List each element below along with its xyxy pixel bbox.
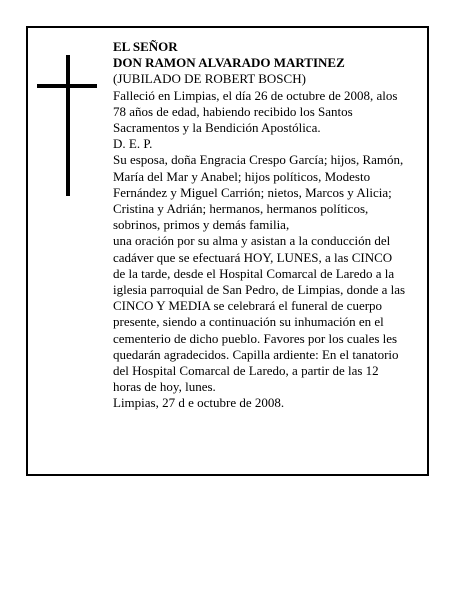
body-line: horas de hoy, lunes.: [113, 379, 216, 395]
body-line: sobrinos, primos y demás familia,: [113, 217, 290, 233]
body-line: María del Mar y Anabel; hijos políticos, Modesto: [113, 168, 371, 184]
body-line: del Hospital Comarcal de Laredo, a partir de las 12: [113, 363, 379, 379]
notice-title: EL SEÑOR: [113, 39, 178, 54]
body-line: cadáver que se efectuará HOY, LUNES, a las CINCO: [113, 249, 393, 265]
body-line: Su esposa, doña Engracia Crespo García; hijos, Ramón,: [113, 152, 404, 168]
cross-horizontal-bar: [37, 84, 97, 88]
body-line: D. E. P.: [113, 136, 153, 152]
body-line: Sacramentos y la Bendición Apostólica.: [113, 120, 321, 136]
body-line: Cristina y Adrián; hermanos, hermanos políticos,: [113, 201, 369, 217]
body-line: Falleció en Limpias, el día 26 de octubre de 2008, alos: [113, 87, 398, 103]
obituary-text: [113, 39, 423, 412]
cross-icon: [37, 55, 97, 196]
body-line: una oración por su alma y asistan a la conducción del: [113, 233, 391, 249]
cross-vertical-bar: [66, 55, 70, 196]
body-line: Fernández y Miguel Carrión; nietos, Marcos y Alicia;: [113, 184, 392, 200]
body-line: CINCO Y MEDIA se celebrará el funeral de cuerpo: [113, 298, 383, 314]
body-line: presente, siendo a continuación su inhumación en el: [113, 314, 384, 330]
deceased-name: DON RAMON ALVARADO MARTINEZ: [113, 55, 345, 71]
body-line: de la tarde, desde el Hospital Comarcal de Laredo a la: [113, 265, 395, 281]
body-line: quedarán agradecidos. Capilla ardiente: En el tanatorio: [113, 346, 399, 362]
body-line: iglesia parroquial de San Pedro, de Limpias, donde a las: [113, 282, 406, 298]
body-line: 78 años de edad, habiendo recibido los Santos: [113, 103, 353, 119]
deceased-occupation: (JUBILADO DE ROBERT BOSCH): [113, 71, 306, 87]
date-line: Limpias, 27 d e octubre de 2008.: [113, 395, 285, 411]
body-line: cementerio de dicho pueblo. Favores por los cuales les: [113, 330, 398, 346]
